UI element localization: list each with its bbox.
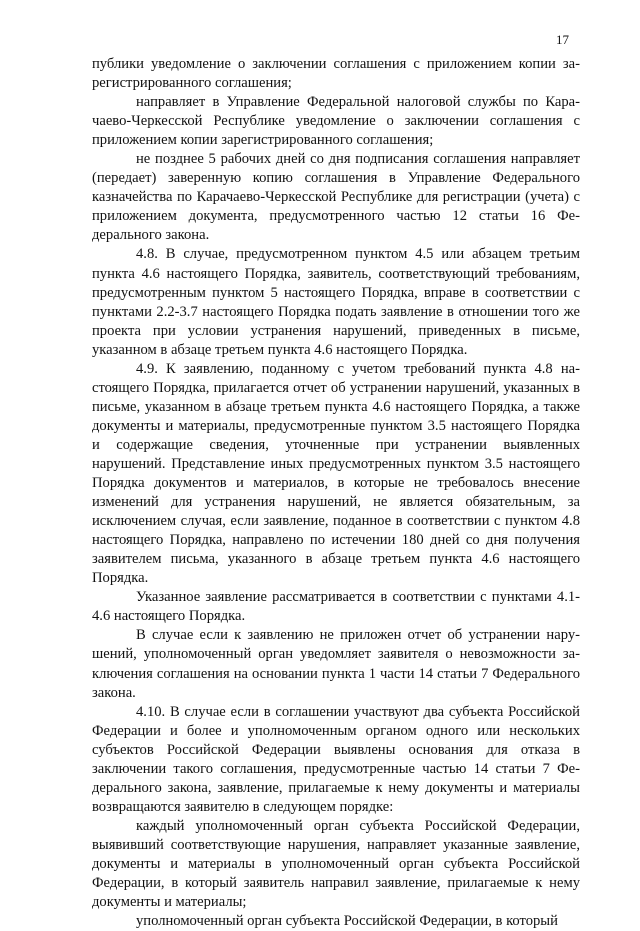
paragraph: В случае если к заявлению не приложен отчет об устранении нарушений, уполномоченный орган уведомляет заявителя о невозможности заключения соглашения на основании пункта 1 части 14 статьи 7 Федерального закона. — [92, 627, 580, 701]
paragraph: направляет в Управление Федеральной налоговой службы по Карачаево-Черкесской Республике уведомление о заключении соглашения с приложением копии зарегистрированного соглашения; — [92, 94, 580, 149]
paragraph: 4.9. К заявлению, поданному с учетом требований пункта 4.8 настоящего Порядка, прилагается отчет об устранении нарушений, указанных в письме, указанном в абзаце третьем пункта 4.6 настоящего Порядка, а также документы и материалы, предусмотренные пунктом 3.5 настоящего Порядка и содержащие сведения, уточненные при устранении выявленных нарушений. Представление иных предусмотренных пунктом 3.5 настоящего Порядка документов и материалов, в которые не требовалось внесение изменений для устранения нарушений, не является обязательным, за исключением случая, если заявление, поданное в соответствии с пунктом 4.8 настоящего Порядка, направлено по истечении 180 дней со дня получения заявителем письма, указанного в абзаце третьем пункта 4.6 настоящего Порядка. — [92, 360, 580, 587]
document-body — [92, 55, 580, 931]
paragraph: каждый уполномоченный орган субъекта Российской Федерации, выявивший соответствующие нарушения, направляет указанные заявление, документы и материалы в уполномоченный орган субъекта Российской Федерации, в который заявитель направил заявление, прилагаемые к нему документы и материалы; — [92, 817, 580, 911]
paragraph: 4.10. В случае если в соглашении участвуют два субъекта Российской Федерации и более и уполномоченным органом одного или нескольких субъектов Российской Федерации выявлены основания для отказа в заключении такого соглашения, предусмотренные частью 14 статьи 7 Федерального закона, заявление, прилагаемые к нему документы и материалы возвращаются заявителю в следующем порядке: — [92, 703, 580, 815]
page-number: 17 — [556, 32, 569, 47]
paragraph: публики уведомление о заключении соглашения с приложением копии зарегистрированного соглашения; — [92, 56, 580, 92]
paragraph: 4.8. В случае, предусмотренном пунктом 4.5 или абзацем третьим пункта 4.6 настоящего Порядка, заявитель, соответствующий требованиям, предусмотренным пунктом 5 настоящего Порядка, вправе в соответствии с пунктами 2.2-3.7 настоящего Порядка подать заявление в отношении того же проекта при условии устранения нарушений, приведенных в письме, указанном в абзаце третьем пункта 4.6 настоящего Порядка. — [92, 246, 580, 358]
paragraph: Указанное заявление рассматривается в соответствии с пунктами 4.1-4.6 настоящего Порядка. — [92, 589, 580, 625]
paragraph: не позднее 5 рабочих дней со дня подписания соглашения направляет (передает) заверенную копию соглашения в Управление Федерального казначейства по Карачаево-Черкесской Республике для регистрации (учета) с приложением документа, предусмотренного частью 12 статьи 16 Федерального закона. — [92, 151, 580, 244]
paragraph: уполномоченный орган субъекта Российской Федерации, в который — [136, 913, 558, 930]
